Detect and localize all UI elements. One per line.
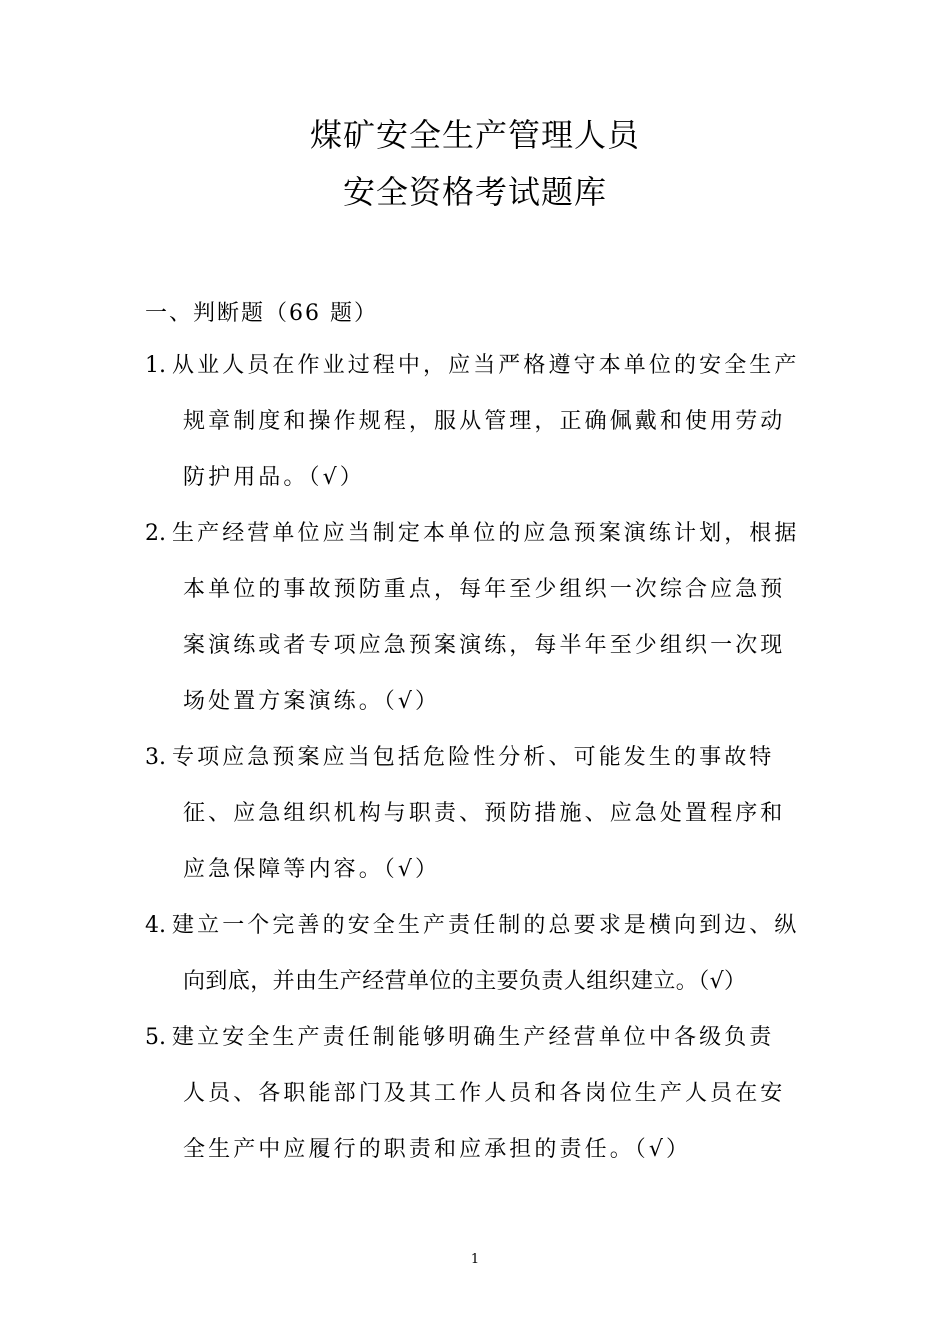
question-2 [145,506,815,730]
question-text-line: 建立安全生产责任制能够明确生产经营单位中各级负责 [172,1025,775,1050]
question-number: 5. [145,1025,166,1050]
question-5 [145,1010,815,1178]
section-heading: 一、判断题（66 题） [145,301,378,326]
question-1 [145,338,815,506]
question-text-line: 案演练或者专项应急预案演练，每半年至少组织一次现 [183,633,786,658]
question-text-line: 人员、各职能部门及其工作人员和各岗位生产人员在安 [183,1081,786,1106]
question-3 [145,730,815,898]
question-number: 2. [145,521,166,546]
question-text-line: 从业人员在作业过程中，应当严格遵守本单位的安全生产 [172,353,800,378]
page-number: 1 [470,1252,480,1267]
document-title-line-1: 煤矿安全生产管理人员 [309,116,640,154]
question-text-line: 全生产中应履行的职责和应承担的责任。（√） [183,1137,692,1162]
question-number: 1. [145,353,166,378]
question-text-line: 本单位的事故预防重点，每年至少组织一次综合应急预 [183,577,786,602]
question-text-line: 防护用品。（√） [183,465,365,490]
question-text-line: 征、应急组织机构与职责、预防措施、应急处置程序和 [183,801,786,826]
question-text-line: 规章制度和操作规程，服从管理，正确佩戴和使用劳动 [183,409,786,434]
question-text-line: 生产经营单位应当制定本单位的应急预案演练计划，根据 [172,521,800,546]
question-number: 4. [145,913,166,938]
question-4 [145,898,815,1010]
question-number: 3. [145,745,166,770]
question-text-line: 场处置方案演练。（√） [183,689,441,714]
question-text-line: 应急保障等内容。（√） [183,857,441,882]
question-text-line: 专项应急预案应当包括危险性分析、可能发生的事故特 [172,745,775,770]
question-text-line: 建立一个完善的安全生产责任制的总要求是横向到边、纵 [172,913,800,938]
question-text-line: 向到底，并由生产经营单位的主要负责人组织建立。（√） [183,969,747,994]
document-title-line-2: 安全资格考试题库 [342,173,607,211]
